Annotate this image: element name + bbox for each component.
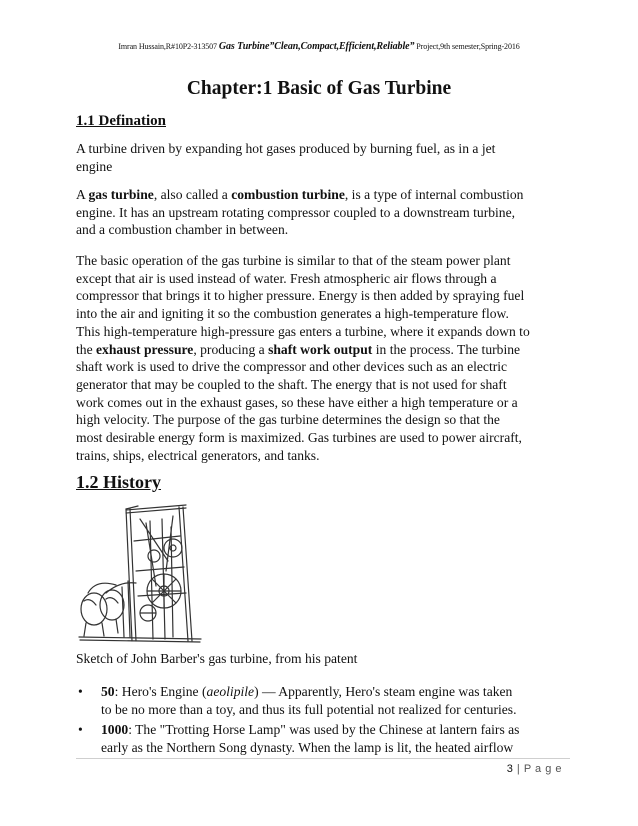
bullet-year: 50 xyxy=(101,684,115,699)
list-item: • 1000: The "Trotting Horse Lamp" was used by the Chinese at lantern fairs as early as the Northern Song dynasty. When the lamp is lit, the heated airflow xyxy=(78,722,520,756)
footer-divider xyxy=(76,758,570,759)
bold-term-gas-turbine: gas turbine xyxy=(88,187,154,202)
history-bullet-list xyxy=(76,683,570,760)
bullet-year: 1000 xyxy=(101,722,129,738)
list-item: • 50: Hero's Engine (aeolipile) — Apparently, Hero's steam engine was taken to be no more than a toy, and thus its full potential not realized for centuries. xyxy=(78,684,517,717)
operation-paragraph: The basic operation of the gas turbine is similar to that of the steam power plant except that air is used instead of water. Fresh atmospheric air flows through a compressor that brings it to higher pressure. Energy is then added by spraying fuel into the air and igniting it so the combustion generates a high-temperature flow. This high-temperature high-pressure gas enters a turbine, where it expands down to the exhaust pressure, producing a shaft work output in the process. The turbine shaft work is used to drive the compressor and other devices such as an electric generator that may be coupled to the shaft. The energy that is not used for shaft work comes out in the exhaust gases, so these have either a high temperature or a high velocity. The purpose of the gas turbine determines the design so that the most desirable energy form is maximized. Gas turbines are used to power aircraft, trains, ships, electrical generators, and tanks. xyxy=(76,253,530,463)
header-author-id: Imran Hussain,R#10P2-313507 xyxy=(118,42,217,51)
section-heading-history: 1.2 History xyxy=(76,472,161,492)
footer-separator: | xyxy=(513,763,524,775)
bold-term-combustion-turbine: combustion turbine xyxy=(231,187,345,202)
bold-term-exhaust-pressure: exhaust pressure xyxy=(96,341,194,357)
bullet-icon: • xyxy=(78,684,83,699)
bullet-icon: • xyxy=(78,722,83,738)
header-project-title: Gas Turbine”Clean,Compact,Efficient,Reliable” xyxy=(218,41,415,52)
section-heading-definition: 1.1 Defination xyxy=(76,113,166,129)
figure-caption: Sketch of John Barber's gas turbine, from his patent xyxy=(76,651,358,666)
page-number: 3 xyxy=(506,763,514,775)
page-footer xyxy=(507,763,562,775)
definition-paragraph: A turbine driven by expanding hot gases produced by burning fuel, as in a jet engine xyxy=(76,141,496,174)
page-label: P a g e xyxy=(523,763,562,775)
bold-term-shaft-work-output: shaft work output xyxy=(268,341,373,357)
john-barber-turbine-sketch xyxy=(76,501,206,643)
chapter-title: Chapter:1 Basic of Gas Turbine xyxy=(186,78,452,99)
gas-turbine-paragraph: A gas turbine, also called a combustion turbine, is a type of internal combustion engine. It has an upstream rotating compressor coupled to a downstream turbine, and a combustion chamber in between. xyxy=(76,187,524,238)
running-header xyxy=(0,41,638,52)
header-semester: Project,9th semester,Spring-2016 xyxy=(416,42,520,51)
